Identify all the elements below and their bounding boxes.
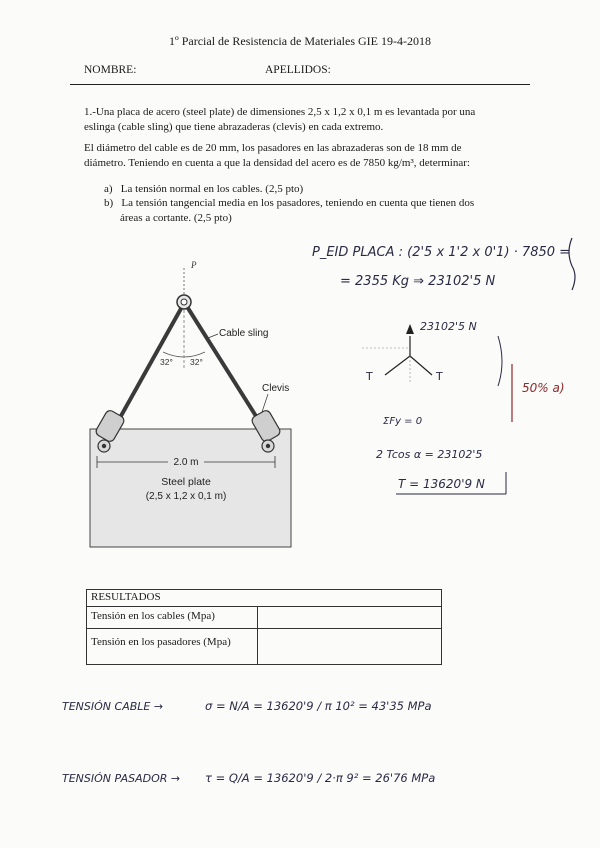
steel-plate (90, 429, 291, 547)
fbd-t-right: T (436, 370, 443, 383)
problem-p1-line2: eslinga (cable sling) que tiene abrazaderas (clevis) en cada extremo. (84, 121, 384, 133)
apellidos-label: APELLIDOS: (265, 64, 331, 76)
free-body-diagram (362, 320, 477, 384)
plate-label: Steel plate (161, 476, 211, 488)
angle-right-label: 32° (190, 357, 203, 367)
load-label: P (191, 260, 197, 270)
hw-sigma-expr: σ = N/A = 13620'9 / π 10² = 43'35 MPa (205, 699, 432, 713)
results-row-divider (87, 606, 441, 607)
cable-sling-label: Cable sling (219, 328, 269, 339)
load-arrow (184, 260, 197, 296)
hw-weight-line2: = 2355 Kg ⇒ 23102'5 N (340, 274, 496, 289)
span-label: 2.0 m (173, 457, 199, 468)
hw-result-t: T = 13620'9 N (398, 477, 485, 491)
problem-p2-line2: diámetro. Teniendo en cuenta a que la densidad del acero es de 7850 kg/m³, determinar: (84, 157, 470, 169)
plate-dims-label: (2,5 x 1,2 x 0,1 m) (145, 491, 227, 502)
hw-tension-pasador-label: TENSIÓN PASADOR → (62, 772, 181, 785)
hw-eq-2t: 2 Tcos α = 23102'5 (376, 448, 483, 461)
hw-sum-eq: ΣFy = 0 (383, 416, 423, 427)
hw-grade: 50% a) (522, 381, 565, 395)
fbd-t-left: T (366, 370, 373, 383)
cable-right (186, 305, 269, 432)
question-item-b-cont: áreas a cortante. (2,5 pto) (120, 212, 232, 224)
fbd-force-label: 23102'5 N (420, 320, 477, 333)
item-a-marker: a) (104, 183, 113, 195)
clevis-label: Clevis (262, 383, 290, 394)
hw-tension-cable-label: TENSIÓN CABLE → (62, 700, 164, 713)
results-table (86, 589, 442, 665)
exam-title: 1º Parcial de Resistencia de Materiales GIE 19-4-2018 (169, 34, 431, 48)
item-b-text-line1: La tensión tangencial media en los pasadores, teniendo en cuenta que tienen dos (121, 197, 475, 209)
item-b-marker: b) (104, 197, 114, 209)
results-row-pasadores-label: Tensión en los pasadores (Mpa) (91, 636, 231, 648)
results-row-cables-label: Tensión en los cables (Mpa) (91, 610, 215, 622)
hw-tau-expr: τ = Q/A = 13620'9 / 2·π 9² = 26'76 MPa (205, 771, 436, 785)
item-a-text: La tensión normal en los cables. (2,5 pto) (120, 183, 304, 195)
results-col-divider (257, 606, 258, 664)
results-header: RESULTADOS (91, 591, 161, 603)
hw-weight-line1: P_EID PLACA : (2'5 x 1'2 x 0'1) · 7850 = (312, 245, 571, 260)
nombre-label: NOMBRE: (84, 64, 137, 76)
problem-p2-line1: El diámetro del cable es de 20 mm, los pasadores en las abrazaderas son de 18 mm de (84, 142, 462, 154)
cable-left (112, 305, 183, 432)
angle-left-label: 32° (160, 357, 173, 367)
problem-p1-line1: 1.-Una placa de acero (steel plate) de dimensiones 2,5 x 1,2 x 0,1 m es levantada por una (84, 106, 476, 118)
